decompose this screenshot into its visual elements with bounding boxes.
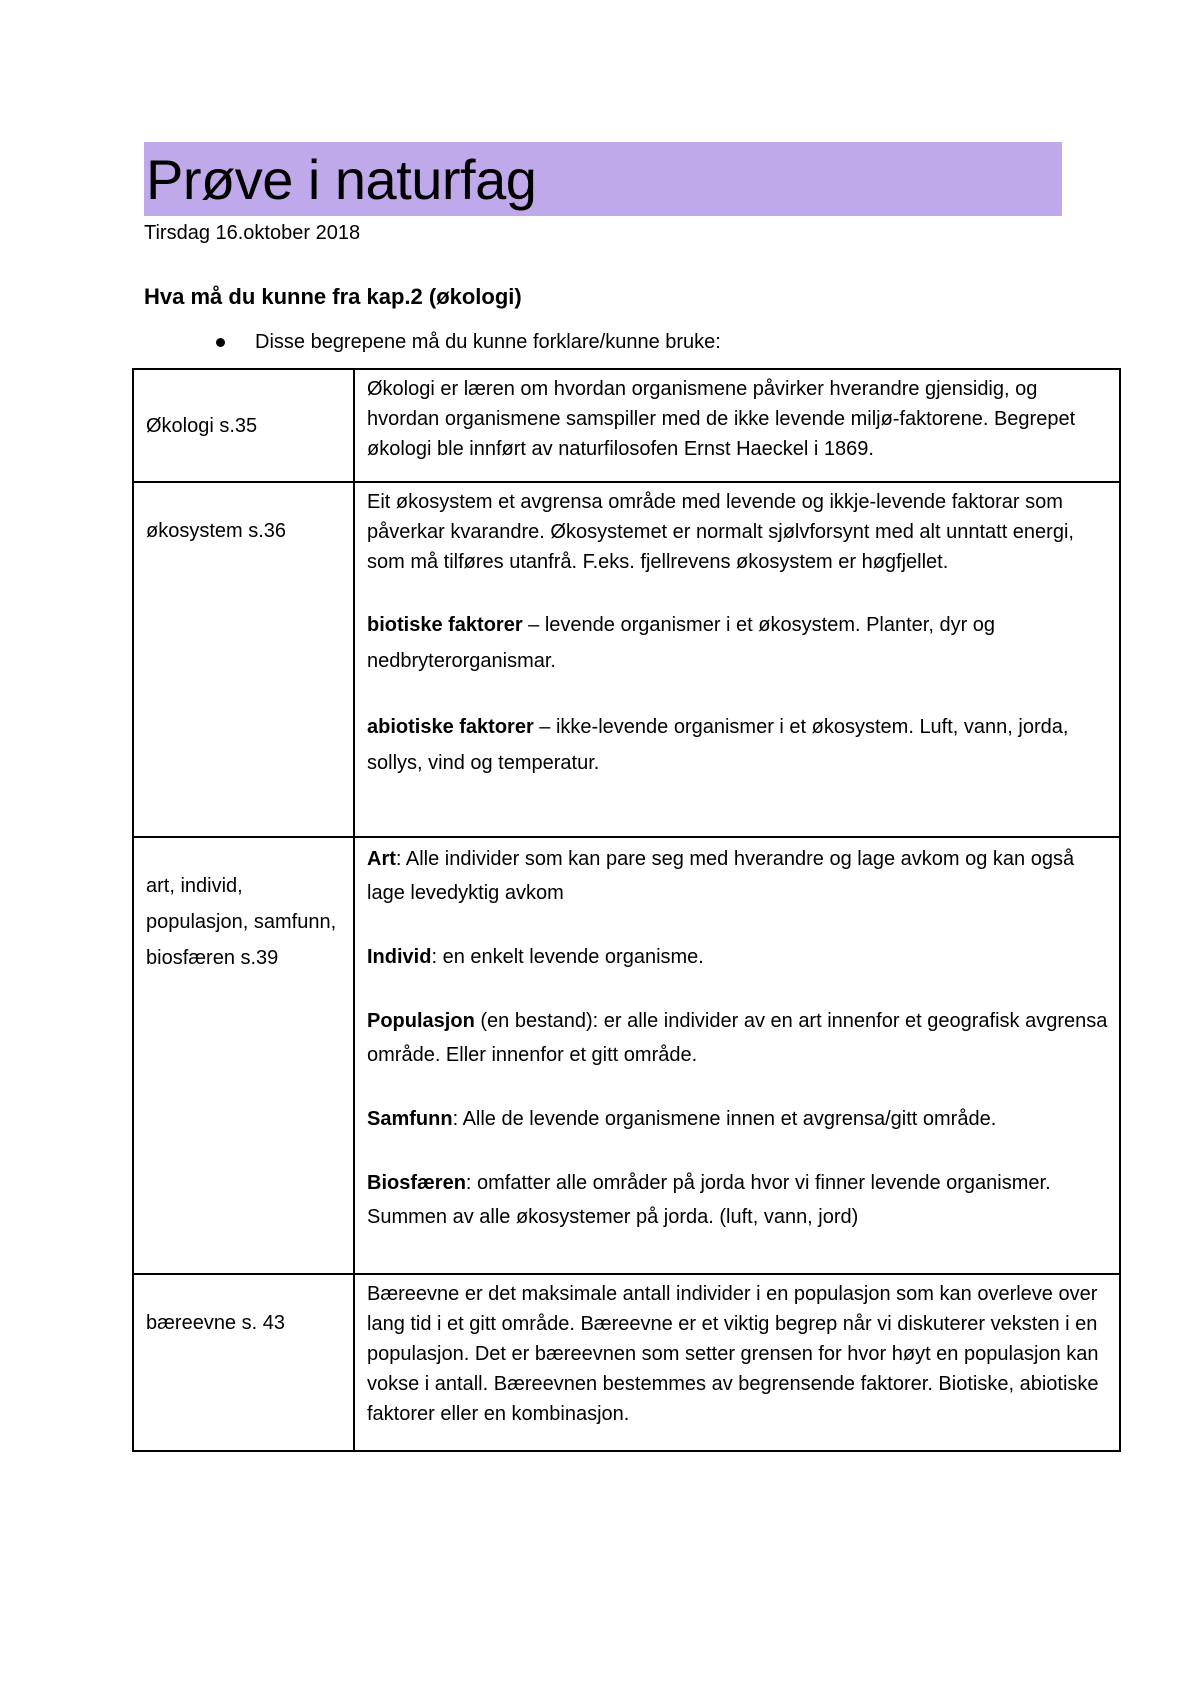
definition-text: Art: Alle individer som kan pare seg med hverandre og lage avkom og kan også lage levedyktig avkom [367,848,1075,904]
definition-text: Samfunn: Alle de levende organismene innen et avgrensa/gitt område. [367,1108,997,1130]
term-cell [133,482,354,837]
definition-text: Populasjon (en bestand): er alle individer av en art innenfor et geografisk avgrensa område. Eller innenfor et gitt område. [367,1010,1108,1066]
term-cell [133,837,354,1274]
bullet-icon [216,338,225,347]
definition-text: biotiske faktorer – levende organismer i et økosystem. Planter, dyr og nedbryterorganismar. [367,614,996,672]
bullet-text: Disse begrepene må du kunne forklare/kunne bruke: [255,331,721,353]
test-date: Tirsdag 16.oktober 2018 [144,222,361,244]
table-row [133,1274,1120,1451]
definition-text: Bæreevne er det maksimale antall individer i en populasjon som kan overleve over lang tid i et gitt område. Bæreevne er et viktig begrep når vi diskuterer veksten i en populasjon. Det er bæreevnen som setter grensen for hvor høyt en populasjon kan vokse i antall. Bæreevnen bestemmes av begrensende faktorer. Biotiske, abiotiske faktorer eller en kombinasjon. [367,1283,1099,1425]
section-heading: Hva må du kunne fra kap.2 (økologi) [144,284,522,309]
definition-text: Økologi er læren om hvordan organismene påvirker hverandre gjensidig, og hvordan organismene samspiller med de ikke levende miljø-faktorene. Begrepet økologi ble innført av naturfilosofen Ernst Haeckel i 1869. [367,378,1076,460]
definition-cell [354,369,1120,482]
table-row [133,482,1120,837]
definition-text: abiotiske faktorer – ikke-levende organismer i et økosystem. Luft, vann, jorda, sollys, vind og temperatur. [367,716,1069,774]
terms-table [132,368,1121,1452]
definition-text: Individ: en enkelt levende organisme. [367,946,704,968]
term-label: økosystem s.36 [146,520,287,542]
term-label: Økologi s.35 [146,414,258,437]
term-label: bæreevne s. 43 [146,1312,285,1334]
term-cell [133,1274,354,1451]
table-row [133,369,1120,482]
term-label: art, individ, populasjon, samfunn, biosfæren s.39 [146,875,337,969]
definition-text: Eit økosystem et avgrensa område med levende og ikkje-levende faktorar som påverkar kvarandre. Økosystemet er normalt sjølvforsynt med alt unntatt energi, som må tilføres utanfrå. F.eks. fjellrevens økosystem er høgfjellet. [367,491,1074,573]
definition-cell [354,1274,1120,1451]
term-cell [133,369,354,482]
bullet-item [216,329,721,355]
table-row [133,837,1120,1274]
page-title: Prøve i naturfag [146,148,537,211]
definition-cell [354,482,1120,837]
definition-cell [354,837,1120,1274]
definition-text: Biosfæren: omfatter alle områder på jorda hvor vi finner levende organismer. Summen av alle økosystemer på jorda. (luft, vann, jord) [367,1172,1051,1228]
